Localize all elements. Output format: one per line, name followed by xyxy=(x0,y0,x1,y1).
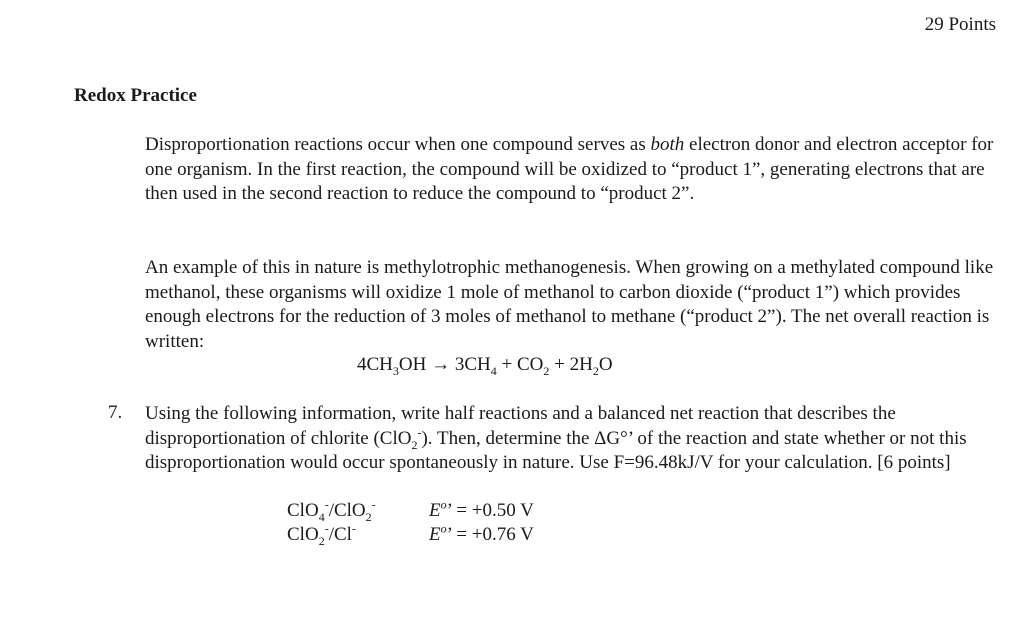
emphasis-both: both xyxy=(650,134,685,155)
couple-pair: ClO$_4$-/ClO$_2$- xyxy=(287,497,376,524)
points-label: 29 Points xyxy=(924,14,996,35)
paragraph-disproportionation xyxy=(145,133,1005,207)
paragraph-text-before: Disproportionation reactions occur when one compound serves as xyxy=(145,134,651,155)
couple-pair: ClO$_2$-/Cl- xyxy=(287,521,356,548)
paragraph-text-after: electron donor and electron acceptor for one organism. In the first reaction, the compound will be oxidized to “product 1”, generating electrons that are then used in the second reaction to reduce the compound to “product 2”. xyxy=(145,134,994,204)
question-text: Using the following information, write half reactions and a balanced net reaction that describes the disproportionation of chlorite (ClO$_2$-). Then, determine the ΔG°’ of the reaction and state whether or not this disproportionation would occur spontaneously in nature. Use F=96.48kJ/V for your calculation. [6 points] xyxy=(145,403,967,473)
couple-potential: $E^o$’ = +0.76 V xyxy=(429,521,534,545)
reaction-arrow: → xyxy=(431,354,451,375)
section-title: Redox Practice xyxy=(74,85,197,106)
question-number: 7. xyxy=(108,402,123,423)
paragraph-methanogenesis: An example of this in nature is methylotrophic methanogenesis. When growing on a methylated compound like methanol, these organisms will oxidize 1 mole of methanol to carbon dioxide (“product 1”) which provides enough electrons for the reduction of 3 moles of methanol to methane (“product 2”). The net overall reaction is written: xyxy=(145,257,994,352)
couple-potential: $E^o$’ = +0.50 V xyxy=(429,497,534,521)
net-reaction-equation: $4CH_3OH \to 3CH_4 + CO_2 + 2H_2O$ xyxy=(357,354,613,378)
